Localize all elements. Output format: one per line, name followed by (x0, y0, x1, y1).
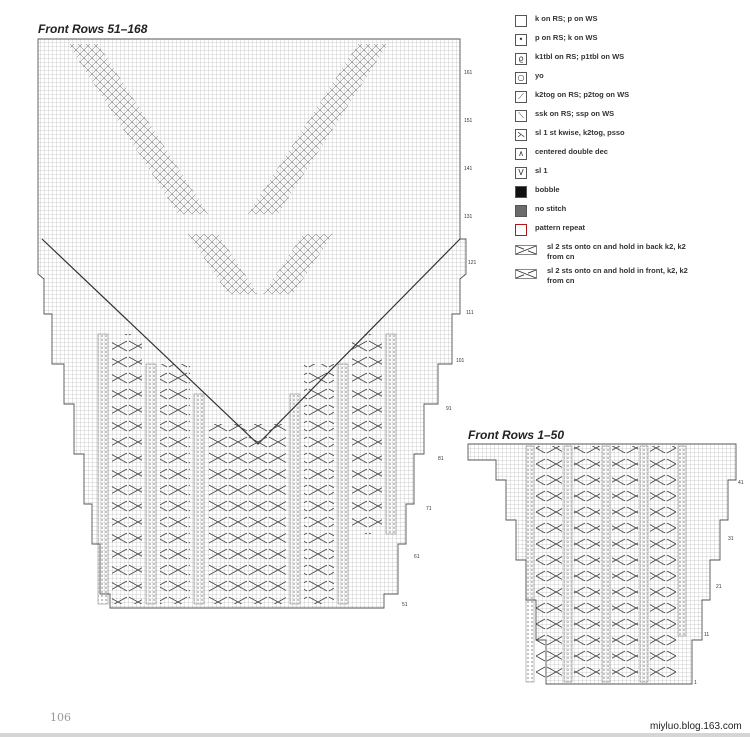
footer-url: miyluo.blog.163.com (650, 721, 742, 732)
no-stitch-icon (515, 205, 527, 217)
legend (515, 14, 745, 290)
legend-label: sl 1 st kwise, k2tog, psso (535, 128, 625, 137)
double-decrease-icon: ⋋ (517, 130, 525, 139)
legend-label: no stitch (535, 204, 567, 213)
row-label: 81 (438, 456, 444, 462)
legend-item-purl (515, 33, 745, 52)
row-label: 61 (414, 554, 420, 560)
page-number: 106 (50, 711, 71, 724)
legend-label: bobble (535, 185, 560, 194)
legend-label: sl 1 (535, 166, 548, 175)
chart-bottom-title: Front Rows 1–50 (468, 428, 565, 442)
legend-label: centered double dec (535, 147, 608, 156)
legend-label: yo (535, 71, 544, 80)
row-label: 141 (464, 166, 473, 172)
cable-back-icon (515, 245, 537, 255)
legend-item-yo (515, 71, 745, 90)
legend-item-cable-front (515, 266, 745, 290)
bobble-icon (515, 186, 527, 198)
legend-label: sl 2 sts onto cn and hold in front, k2, k2 from cn (547, 266, 688, 285)
row-label: 51 (402, 602, 408, 608)
legend-item-no-stitch (515, 204, 745, 223)
knit-icon (515, 15, 527, 27)
legend-label: ssk on RS; ssp on WS (535, 109, 615, 118)
row-label: 101 (456, 358, 465, 364)
row-label: 131 (464, 214, 473, 220)
legend-label: sl 2 sts onto cn and hold in back k2, k2 from cn (547, 242, 686, 261)
chart-top (28, 34, 490, 614)
cable-front-icon (515, 269, 537, 279)
row-label: 21 (716, 584, 722, 590)
row-label: 1 (694, 680, 697, 686)
row-label: 121 (468, 260, 477, 266)
chart-bottom (466, 440, 746, 692)
centered-double-dec-icon: ∧ (515, 148, 527, 160)
purl-icon: • (515, 34, 527, 46)
legend-item-slip (515, 166, 745, 185)
row-label: 71 (426, 506, 432, 512)
legend-item-bobble (515, 185, 745, 204)
legend-label: p on RS; k on WS (535, 33, 598, 42)
row-label: 31 (728, 536, 734, 542)
row-label: 161 (464, 70, 473, 76)
row-label: 11 (704, 632, 710, 638)
legend-label: k2tog on RS; p2tog on WS (535, 90, 630, 99)
legend-item-ssk (515, 109, 745, 128)
row-label: 41 (738, 480, 744, 486)
yarn-over-icon: ○ (515, 72, 527, 84)
legend-item-cable-back (515, 242, 745, 266)
pattern-repeat-icon (515, 224, 527, 236)
slip-stitch-icon: V (515, 167, 527, 179)
row-label: 151 (464, 118, 473, 124)
legend-label: pattern repeat (535, 223, 586, 232)
row-label: 91 (446, 406, 452, 412)
legend-label: k on RS; p on WS (535, 14, 598, 23)
row-label: 111 (466, 310, 474, 316)
k2tog-icon: ⟋ (515, 91, 527, 103)
legend-label: k1tbl on RS; p1tbl on WS (535, 52, 625, 61)
legend-item-pattern-repeat (515, 223, 745, 242)
legend-item-knit (515, 14, 745, 33)
legend-item-k1tbl (515, 52, 745, 71)
ssk-icon: ⟍ (515, 110, 527, 122)
legend-item-sk2p (515, 128, 745, 147)
twisted-knit-icon: ϱ (515, 53, 527, 65)
legend-item-cdd (515, 147, 745, 166)
chart-top-title: Front Rows 51–168 (38, 22, 148, 36)
legend-item-k2tog (515, 90, 745, 109)
bottom-rule (0, 733, 750, 737)
